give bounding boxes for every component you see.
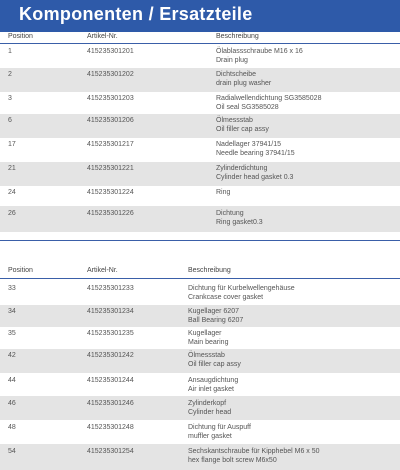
table-row [0,92,400,114]
cell-position: 42 [8,352,16,359]
column-header-description: Beschreibung [188,267,231,274]
cell-article: 415235301242 [87,352,134,359]
cell-article: 415235301217 [87,141,134,148]
cell-article: 415235301206 [87,117,134,124]
table-row [0,206,400,232]
table-row [0,444,400,470]
cell-description-en: Drain plug [216,57,248,64]
cell-position: 6 [8,117,12,124]
cell-description: Dichtung für Kurbelwellengehäuse [188,285,295,292]
cell-description-en: Cylinder head [188,409,232,416]
table-row [0,68,400,92]
cell-description: Dichtung [216,210,244,217]
cell-position: 2 [8,71,12,78]
cell-position: 48 [8,424,16,431]
cell-description: Ölmessstab [216,117,253,124]
cell-description-en: Oil seal SG3585028 [216,104,279,111]
cell-description-en: Ball Bearing 6207 [188,317,244,324]
table-row [0,186,400,206]
header-divider [0,278,400,279]
cell-position: 17 [8,141,16,148]
cell-description-en: Ring gasket0.3 [216,219,263,226]
cell-article: 415235301254 [87,448,134,455]
cell-article: 415235301234 [87,308,134,315]
cell-description: Dichtung für Auspuff [188,424,251,431]
page-title: Komponenten / Ersatzteile [19,4,253,24]
cell-description: Dichtscheibe [216,71,257,78]
cell-article: 415235301246 [87,400,134,407]
table-row [0,349,400,373]
table-row [0,420,400,444]
cell-position: 46 [8,400,16,407]
cell-description: Sechskantschraube für Kipphebel M6 x 50 [188,448,320,455]
cell-description-en: Air inlet gasket [188,386,234,393]
cell-position: 3 [8,95,12,102]
page-header [0,0,400,32]
cell-description-en: Crankcase cover gasket [188,294,264,301]
cell-description: Radialwellendichtung SG3585028 [216,95,322,102]
table-row [0,162,400,186]
cell-position: 44 [8,377,16,384]
cell-description-en: Needle bearing 37941/15 [216,150,295,157]
cell-description-en: Oil filler cap assy [188,361,241,368]
table-row [0,396,400,420]
cell-description: Kugellager [188,330,222,337]
cell-description: Ölablassschraube M16 x 16 [216,48,303,55]
cell-article: 415235301202 [87,71,134,78]
cell-article: 415235301226 [87,210,134,217]
cell-position: 1 [8,48,12,55]
cell-description: Zylinderdichtung [216,165,268,172]
column-header-position: Position [8,267,33,274]
cell-article: 415235301201 [87,48,134,55]
column-header-description: Beschreibung [216,33,259,40]
table-row [0,327,400,349]
cell-position: 54 [8,448,16,455]
cell-description: Zylinderkopf [188,400,227,407]
cell-description-en: drain plug washer [216,80,272,87]
column-header-article: Artikel-Nr. [87,33,118,40]
cell-article: 415235301244 [87,377,134,384]
cell-position: 24 [8,189,16,196]
cell-position: 35 [8,330,16,337]
table-row [0,281,400,305]
table-row [0,46,400,68]
cell-description-en: Main bearing [188,339,229,346]
cell-description: Ring [216,189,231,196]
column-header-article: Artikel-Nr. [87,267,118,274]
header-divider [0,43,400,44]
cell-article: 415235301248 [87,424,134,431]
cell-article: 415235301233 [87,285,134,292]
cell-position: 34 [8,308,16,315]
cell-position: 26 [8,210,16,217]
cell-article: 415235301203 [87,95,134,102]
cell-description: Kugellager 6207 [188,308,239,315]
cell-position: 33 [8,285,16,292]
cell-article: 415235301224 [87,189,134,196]
table-row [0,138,400,162]
cell-description-en: Oil filler cap assy [216,126,269,133]
cell-description-en: hex flange bolt screw M6x50 [188,457,277,464]
cell-description-en: muffler gasket [188,433,232,440]
table-bottom-divider [0,240,400,241]
cell-description-en: Cylinder head gasket 0.3 [216,174,294,181]
cell-article: 415235301221 [87,165,134,172]
table-row [0,305,400,327]
cell-description: Nadellager 37941/15 [216,141,281,148]
table-row [0,114,400,138]
table-row [0,373,400,396]
cell-description: Ölmessstab [188,352,225,359]
cell-description: Ansaugdichtung [188,377,239,384]
cell-position: 21 [8,165,16,172]
cell-article: 415235301235 [87,330,134,337]
column-header-position: Position [8,33,33,40]
